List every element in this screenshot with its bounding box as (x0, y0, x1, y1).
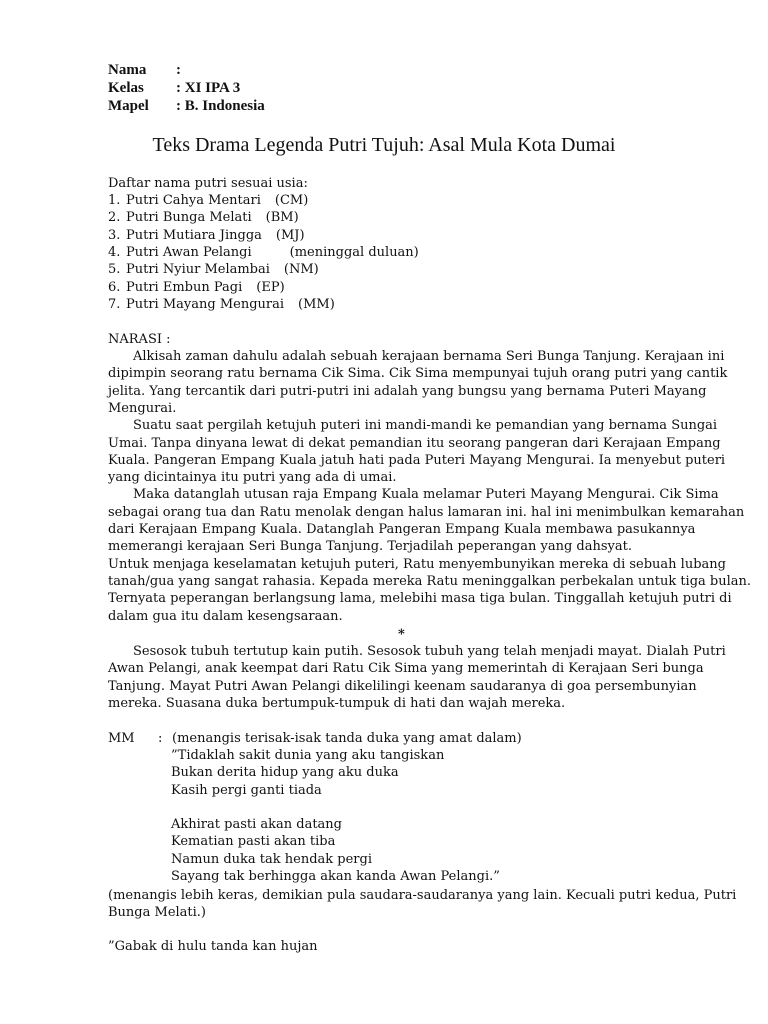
nama-label: Nama (108, 62, 147, 78)
paragraph-line: tanah/gua yang sangat rahasia. Kepada mereka Ratu meninggalkan perbekalan untuk tiga bulan. (108, 573, 752, 589)
list-item-code: (MM) (298, 296, 335, 312)
verse-line: Sayang tak berhingga akan kanda Awan Pelangi.” (171, 868, 500, 884)
list-item (108, 296, 335, 313)
mapel-value: : B. Indonesia (176, 98, 265, 114)
list-item-code: (EP) (256, 279, 285, 295)
list-item-number: 3. (108, 227, 121, 243)
list-item (108, 209, 299, 226)
verse-line: Bukan derita hidup yang aku duka (171, 765, 399, 781)
nama-row (108, 62, 181, 79)
paragraph-line: Tanjung. Mayat Putri Awan Pelangi dikelilingi keenam saudaranya di goa persembunyian (108, 678, 697, 694)
list-item-name: Putri Embun Pagi (126, 279, 243, 295)
paragraph-line: dipimpin seorang ratu bernama Cik Sima. Cik Sima mempunyai tujuh orang putri yang cantik (108, 366, 728, 382)
list-item-number: 5. (108, 262, 121, 278)
document-title: Teks Drama Legenda Putri Tujuh: Asal Mula Kota Dumai (152, 134, 616, 156)
verse-line: Namun duka tak hendak pergi (171, 851, 372, 867)
list-item-name: Putri Mutiara Jingga (126, 227, 262, 243)
list-item-name: Putri Nyiur Melambai (126, 262, 270, 278)
paragraph-line: Kuala. Pangeran Empang Kuala jatuh hati pada Puteri Mayang Mengurai. Ia menyebut puteri (108, 452, 726, 468)
list-item-number: 6. (108, 279, 121, 295)
list-item-number: 7. (108, 296, 121, 312)
verse-line: ”Tidaklah sakit dunia yang aku tangiskan (171, 748, 445, 763)
paragraph-line: Ternyata peperangan berlangsung lama, melebihi masa tiga bulan. Tinggallah ketujuh putri di (108, 591, 732, 607)
verse-line: Akhirat pasti akan datang (171, 817, 342, 832)
mapel-label: Mapel (108, 98, 149, 114)
stage-direction-line: Bunga Melati.) (108, 905, 207, 921)
dialog-direction: (menangis terisak-isak tanda duka yang amat dalam) (172, 731, 522, 746)
paragraph-line: Suatu saat pergilah ketujuh puteri ini mandi-mandi ke pemandian yang bernama Sungai (133, 418, 718, 434)
paragraph-line: dalam gua itu dalam kesengsaraan. (108, 608, 343, 624)
list-item-number: 1. (108, 193, 121, 208)
kelas-label: Kelas (108, 80, 144, 96)
paragraph-line: memerangi kerajaan Seri Bunga Tanjung. Terjadilah peperangan yang dahsyat. (108, 539, 632, 555)
verse-line: Kematian pasti akan tiba (171, 834, 336, 850)
list-item-code: (NM) (283, 262, 319, 278)
paragraph-line: Mengurai. (108, 400, 177, 416)
list-item-number: 2. (108, 210, 121, 226)
paragraph-line: sebagai orang tua dan Ratu menolak dengan halus lamaran ini. hal ini menimbulkan kemarahan (108, 504, 745, 520)
list-item-code: (MJ) (275, 227, 305, 243)
kelas-row (108, 80, 240, 97)
mapel-row (108, 98, 265, 115)
list-item-name: Putri Awan Pelangi (126, 244, 252, 260)
kelas-value: : XI IPA 3 (176, 80, 241, 96)
list-item (108, 227, 305, 244)
list-item-name: Putri Mayang Mengurai (126, 296, 285, 312)
list-item (108, 261, 319, 278)
list-item (108, 244, 419, 261)
paragraph-line: Untuk menjaga keselamatan ketujuh puteri, Ratu menyembunyikan mereka di sebuah lubang (108, 556, 726, 572)
paragraph-line: Maka datanglah utusan raja Empang Kuala melamar Puteri Mayang Mengurai. Cik Sima (133, 487, 719, 503)
list-item-code: (CM) (274, 193, 309, 208)
list-item (108, 279, 285, 296)
nama-value: : (176, 62, 181, 78)
paragraph-line: Umai. Tanpa dinyana lewat di dekat pemandian itu seorang pangeran dari Kerajaan Empang (108, 435, 721, 451)
verse-line: Kasih pergi ganti tiada (171, 782, 322, 798)
list-item (108, 192, 308, 209)
paragraph-line: dari Kerajaan Empang Kuala. Datanglah Pangeran Empang Kuala membawa pasukannya (108, 522, 696, 537)
paragraph-line: jelita. Yang tercantik dari putri-putri ini adalah yang bungsu yang bernama Puteri Mayang (108, 383, 707, 399)
paragraph-line: Sesosok tubuh tertutup kain putih. Sesosok tubuh yang telah menjadi mayat. Dialah Putri (133, 644, 726, 659)
list-item-name: Putri Cahya Mentari (126, 193, 261, 208)
dialog-speaker: MM (108, 731, 135, 746)
list-item-number: 4. (108, 244, 121, 260)
dialog-direction-row (108, 730, 522, 747)
narasi-heading: NARASI : (108, 332, 171, 347)
list-heading: Daftar nama putri sesuai usia: (108, 176, 308, 191)
stage-direction-line: (menangis lebih keras, demikian pula saudara-saudaranya yang lain. Kecuali putri kedua, Putri (108, 888, 737, 903)
section-separator: * (398, 627, 405, 642)
paragraph-line: yang dicintainya itu putri yang ada di umai. (108, 470, 397, 486)
paragraph-line: Alkisah zaman dahulu adalah sebuah kerajaan bernama Seri Bunga Tanjung. Kerajaan ini (133, 349, 725, 364)
paragraph-line: mereka. Suasana duka bertumpuk-tumpuk di hati dan wajah mereka. (108, 695, 566, 711)
list-item-code: (BM) (265, 210, 299, 226)
paragraph-line: Awan Pelangi, anak keempat dari Ratu Cik Sima yang memerintah di Kerajaan Seri bunga (108, 661, 704, 677)
list-item-name: Putri Bunga Melati (126, 210, 252, 226)
last-line: ”Gabak di hulu tanda kan hujan (108, 939, 318, 954)
dialog-colon: : (158, 731, 163, 746)
list-item-code: (meninggal duluan) (289, 244, 419, 260)
